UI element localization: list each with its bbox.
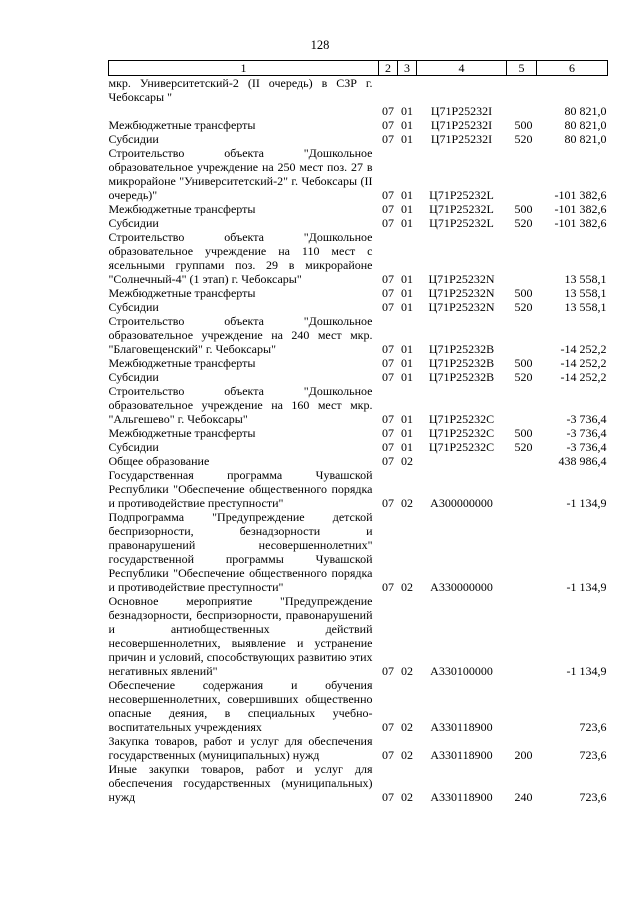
row-section: 07 bbox=[382, 286, 394, 300]
row-name: Строительство объекта "Дошкольное образовательное учреждение на 160 мест мкр. "Альгешево" г. Чебоксары" bbox=[108, 384, 373, 426]
row-amount: -14 252,2 bbox=[560, 370, 607, 384]
row-expense-type: 520 bbox=[514, 216, 533, 230]
row-subsection: 01 bbox=[401, 426, 413, 440]
row-name: Государственная программа Чувашской Республики "Обеспечение общественного порядка и противодействие преступности" bbox=[108, 468, 373, 510]
row-amount: 723,6 bbox=[579, 790, 607, 804]
row-expense-type bbox=[507, 146, 537, 202]
row-section: 07 bbox=[382, 720, 394, 734]
row-amount: -101 382,6 bbox=[554, 188, 607, 202]
row-section: 07 bbox=[382, 496, 394, 510]
column-header: 3 bbox=[398, 61, 417, 76]
table-row bbox=[109, 594, 608, 678]
row-subsection: 02 bbox=[401, 496, 413, 510]
row-subsection: 01 bbox=[401, 412, 413, 426]
row-expense-type bbox=[507, 314, 537, 356]
row-amount: -3 736,4 bbox=[566, 426, 607, 440]
row-amount: -14 252,2 bbox=[560, 342, 607, 356]
row-expense-type bbox=[507, 104, 537, 118]
row-expense-type: 500 bbox=[514, 426, 533, 440]
row-expense-type bbox=[507, 230, 537, 286]
row-expense-type: 500 bbox=[514, 356, 533, 370]
row-amount: 13 558,1 bbox=[564, 272, 607, 286]
table-row bbox=[109, 510, 608, 594]
row-expense-type: 520 bbox=[514, 370, 533, 384]
row-target-code: Ц71Р25232N bbox=[428, 300, 495, 314]
row-section: 07 bbox=[382, 118, 394, 132]
table-row bbox=[109, 118, 608, 132]
row-target-code: Ц71Р25232В bbox=[428, 342, 495, 356]
row-target-code bbox=[417, 76, 507, 105]
row-target-code: Ц71Р25232В bbox=[428, 356, 495, 370]
row-expense-type bbox=[507, 76, 537, 105]
row-name: Строительство объекта "Дошкольное образовательное учреждение на 250 мест поз. 27 в микрорайоне "Университетский-2" г. Чебоксары (II очередь)" bbox=[108, 146, 373, 202]
table-row bbox=[109, 370, 608, 384]
column-number-header bbox=[109, 61, 608, 76]
row-subsection: 01 bbox=[401, 216, 413, 230]
row-section: 07 bbox=[382, 370, 394, 384]
row-subsection: 01 bbox=[401, 104, 413, 118]
row-amount: 13 558,1 bbox=[564, 286, 607, 300]
row-subsection: 01 bbox=[401, 440, 413, 454]
row-target-code: Ц71Р25232С bbox=[428, 440, 495, 454]
row-subsection: 01 bbox=[401, 118, 413, 132]
row-name: Основное мероприятие "Предупреждение безнадзорности, беспризорности, правонарушений и антиобщественных действий несовершеннолетних, выявление и устранение причин и условий, способствующих развитию этих негативных явлений" bbox=[108, 594, 373, 678]
row-subsection: 01 bbox=[401, 300, 413, 314]
table-row bbox=[109, 426, 608, 440]
row-section: 07 bbox=[382, 580, 394, 594]
row-name: Межбюджетные трансферты bbox=[108, 426, 256, 440]
row-subsection: 02 bbox=[401, 454, 413, 468]
row-section: 07 bbox=[382, 132, 394, 146]
row-expense-type: 500 bbox=[514, 286, 533, 300]
row-target-code: Ц71Р25232С bbox=[428, 412, 495, 426]
row-target-code: А330118900 bbox=[430, 790, 493, 804]
row-expense-type bbox=[507, 594, 537, 678]
row-amount: 80 821,0 bbox=[564, 132, 607, 146]
row-section bbox=[379, 76, 398, 105]
row-name: Строительство объекта "Дошкольное образовательное учреждение на 110 мест с ясельными группами поз. 29 в микрорайоне "Солнечный-4" (1 этап) г. Чебоксары" bbox=[108, 230, 373, 286]
row-subsection: 01 bbox=[401, 188, 413, 202]
row-amount: 723,6 bbox=[579, 720, 607, 734]
row-subsection: 02 bbox=[401, 790, 413, 804]
row-amount: 13 558,1 bbox=[564, 300, 607, 314]
row-section: 07 bbox=[382, 412, 394, 426]
row-target-code: Ц71Р25232L bbox=[429, 216, 494, 230]
row-target-code: Ц71Р25232I bbox=[430, 104, 493, 118]
column-header: 4 bbox=[417, 61, 507, 76]
row-target-code: Ц71Р25232В bbox=[428, 370, 495, 384]
row-amount: 438 986,4 bbox=[558, 454, 607, 468]
row-name: Межбюджетные трансферты bbox=[108, 356, 256, 370]
row-name: Общее образование bbox=[108, 454, 210, 468]
row-section: 07 bbox=[382, 664, 394, 678]
column-header: 5 bbox=[507, 61, 537, 76]
row-section: 07 bbox=[382, 748, 394, 762]
row-target-code: Ц71Р25232I bbox=[430, 132, 493, 146]
row-subsection: 02 bbox=[401, 580, 413, 594]
row-subsection: 01 bbox=[401, 370, 413, 384]
row-expense-type bbox=[507, 678, 537, 734]
row-subsection: 02 bbox=[401, 748, 413, 762]
row-amount bbox=[537, 76, 608, 105]
row-target-code: А330118900 bbox=[430, 720, 493, 734]
row-subsection bbox=[398, 76, 417, 105]
row-expense-type: 520 bbox=[514, 440, 533, 454]
table-row bbox=[109, 216, 608, 230]
row-target-code: А330100000 bbox=[430, 664, 493, 678]
row-section: 07 bbox=[382, 188, 394, 202]
row-expense-type bbox=[507, 454, 537, 468]
table-row bbox=[109, 468, 608, 510]
row-amount: -1 134,9 bbox=[566, 496, 607, 510]
row-name: Межбюджетные трансферты bbox=[108, 286, 256, 300]
row-target-code: А330000000 bbox=[430, 580, 493, 594]
table-row bbox=[109, 300, 608, 314]
table-row bbox=[109, 762, 608, 804]
table-row bbox=[109, 202, 608, 216]
table-row bbox=[109, 678, 608, 734]
table-row bbox=[109, 356, 608, 370]
row-subsection: 01 bbox=[401, 202, 413, 216]
table-row bbox=[109, 440, 608, 454]
row-section: 07 bbox=[382, 342, 394, 356]
row-name bbox=[109, 104, 379, 118]
row-expense-type: 240 bbox=[514, 790, 533, 804]
row-subsection: 02 bbox=[401, 664, 413, 678]
row-name: Межбюджетные трансферты bbox=[108, 202, 256, 216]
row-name: мкр. Университетский-2 (II очередь) в СЗР г. Чебоксары " bbox=[108, 76, 373, 104]
row-name: Межбюджетные трансферты bbox=[108, 118, 256, 132]
row-name: Субсидии bbox=[108, 440, 159, 454]
row-target-code: А330118900 bbox=[430, 748, 493, 762]
row-expense-type bbox=[507, 384, 537, 426]
row-subsection: 01 bbox=[401, 286, 413, 300]
row-expense-type: 520 bbox=[514, 132, 533, 146]
row-name: Иные закупки товаров, работ и услуг для обеспечения государственных (муниципальных) нужд bbox=[108, 762, 373, 804]
row-expense-type bbox=[507, 510, 537, 594]
budget-table bbox=[108, 60, 608, 804]
table-row bbox=[109, 286, 608, 300]
row-target-code: Ц71Р25232С bbox=[428, 426, 495, 440]
row-amount: 80 821,0 bbox=[564, 118, 607, 132]
row-expense-type: 500 bbox=[514, 118, 533, 132]
row-subsection: 01 bbox=[401, 132, 413, 146]
row-target-code: Ц71Р25232I bbox=[430, 118, 493, 132]
row-expense-type: 500 bbox=[514, 202, 533, 216]
table-row bbox=[109, 230, 608, 286]
row-name: Подпрограмма "Предупреждение детской беспризорности, безнадзорности и правонарушений несовершеннолетних" государственной программы Чувашской Республики "Обеспечение общественного порядка и противодействие преступности" bbox=[108, 510, 373, 594]
row-name: Обеспечение содержания и обучения несовершеннолетних, совершивших общественно опасные деяния, в специальных учебно-воспитательных учреждениях bbox=[108, 678, 373, 734]
column-header: 1 bbox=[109, 61, 379, 76]
row-name: Закупка товаров, работ и услуг для обеспечения государственных (муниципальных) нужд bbox=[108, 734, 373, 762]
row-amount: -101 382,6 bbox=[554, 202, 607, 216]
row-target-code: Ц71Р25232N bbox=[428, 286, 495, 300]
row-section: 07 bbox=[382, 216, 394, 230]
row-target-code: Ц71Р25232L bbox=[429, 202, 494, 216]
row-amount: -14 252,2 bbox=[560, 356, 607, 370]
row-target-code bbox=[417, 454, 507, 468]
table-row bbox=[109, 104, 608, 118]
row-section: 07 bbox=[382, 202, 394, 216]
table-row bbox=[109, 734, 608, 762]
row-amount: -1 134,9 bbox=[566, 664, 607, 678]
row-name: Субсидии bbox=[108, 370, 159, 384]
row-amount: 723,6 bbox=[579, 748, 607, 762]
row-name: Субсидии bbox=[108, 300, 159, 314]
row-section: 07 bbox=[382, 454, 394, 468]
table-row bbox=[109, 76, 608, 105]
row-section: 07 bbox=[382, 104, 394, 118]
table-body bbox=[109, 76, 608, 805]
row-section: 07 bbox=[382, 356, 394, 370]
row-section: 07 bbox=[382, 426, 394, 440]
table-row bbox=[109, 132, 608, 146]
row-subsection: 01 bbox=[401, 342, 413, 356]
row-subsection: 01 bbox=[401, 356, 413, 370]
row-amount: -3 736,4 bbox=[566, 440, 607, 454]
table-row bbox=[109, 454, 608, 468]
row-amount: -1 134,9 bbox=[566, 580, 607, 594]
row-name: Субсидии bbox=[108, 132, 159, 146]
row-subsection: 01 bbox=[401, 272, 413, 286]
row-target-code: А300000000 bbox=[430, 496, 493, 510]
row-expense-type: 520 bbox=[514, 300, 533, 314]
row-expense-type: 200 bbox=[514, 748, 533, 762]
row-amount: -101 382,6 bbox=[554, 216, 607, 230]
table-row bbox=[109, 146, 608, 202]
table-row bbox=[109, 314, 608, 356]
row-subsection: 02 bbox=[401, 720, 413, 734]
column-header: 2 bbox=[379, 61, 398, 76]
row-section: 07 bbox=[382, 790, 394, 804]
row-section: 07 bbox=[382, 440, 394, 454]
table-row bbox=[109, 384, 608, 426]
row-amount: 80 821,0 bbox=[564, 104, 607, 118]
row-name: Субсидии bbox=[108, 216, 159, 230]
row-target-code: Ц71Р25232N bbox=[428, 272, 495, 286]
row-amount: -3 736,4 bbox=[566, 412, 607, 426]
column-header: 6 bbox=[537, 61, 608, 76]
row-section: 07 bbox=[382, 300, 394, 314]
page-number: 128 bbox=[310, 38, 330, 52]
row-section: 07 bbox=[382, 272, 394, 286]
row-target-code: Ц71Р25232L bbox=[429, 188, 494, 202]
row-expense-type bbox=[507, 468, 537, 510]
row-name: Строительство объекта "Дошкольное образовательное учреждение на 240 мест мкр. "Благовещенский" г. Чебоксары" bbox=[108, 314, 373, 356]
